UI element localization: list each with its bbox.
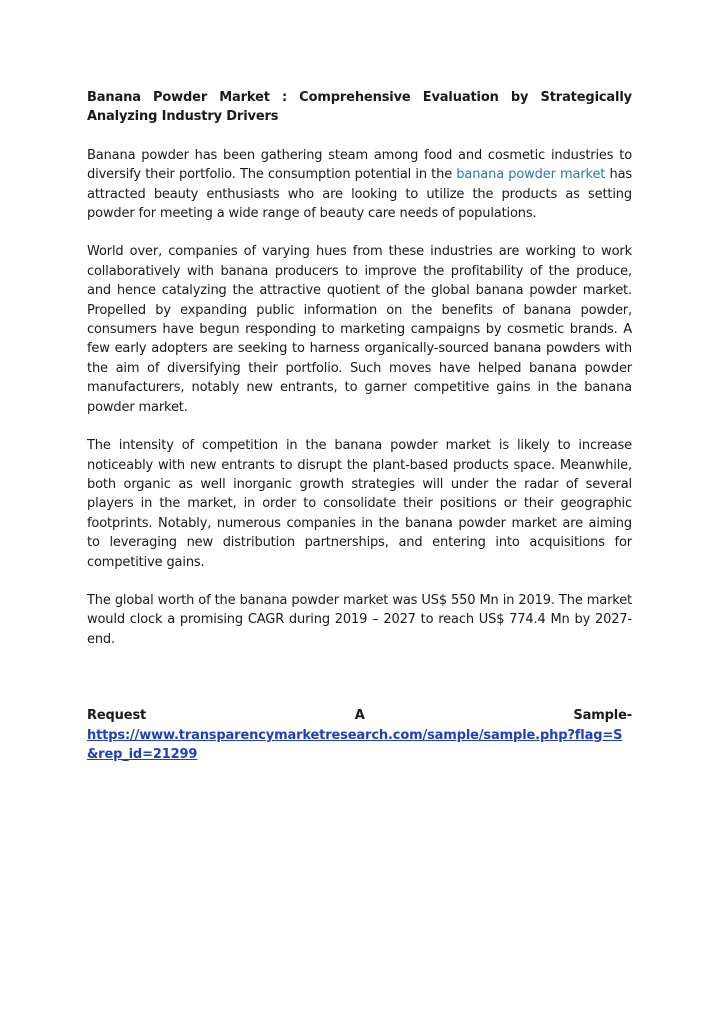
paragraph-competition: The intensity of competition in the banana powder market is likely to increase noticeably with new entrants to disrupt the plant-based products space. Meanwhile, both organic as well inorganic growth strategies will under the radar of several players in the market, in order to consolidate their positions or their geographic footprints. Notably, numerous companies in the banana powder market are aiming to leveraging new distribution partnerships, and entering into acquisitions for competitive gains. (87, 438, 632, 570)
document-title: Banana Powder Market : Comprehensive Evaluation by Strategically Analyzing Industry Drivers (87, 90, 632, 125)
paragraph-intro (87, 146, 632, 224)
banana-powder-market-link[interactable]: banana powder market (456, 167, 606, 183)
request-sample-word: Sample- (573, 708, 632, 724)
document-body (87, 88, 632, 764)
request-a-word: A (354, 708, 365, 724)
request-sample-line (87, 706, 632, 725)
paragraph-market-worth: The global worth of the banana powder market was US$ 550 Mn in 2019. The market would clock a promising CAGR during 2019 – 2027 to reach US$ 774.4 Mn by 2027-end. (87, 592, 632, 647)
paragraph-intro-text-before: Banana powder has been gathering steam among food and cosmetic industries to diversify their portfolio. The consumption potential in the (87, 147, 632, 183)
paragraph-intro-text-after: has attracted beauty enthusiasts who are looking to utilize the products as setting powder for meeting a wide range of beauty care needs of populations. (87, 167, 633, 222)
request-sample-url-link[interactable]: https://www.transparencymarketresearch.com/sample/sample.php?flag=S&rep_id=21299 (87, 727, 623, 762)
request-word: Request (87, 708, 147, 724)
paragraph-companies: World over, companies of varying hues from these industries are working to work collaboratively with banana producers to improve the profitability of the produce, and hence catalyzing the attractive quotient of the global banana powder market. Propelled by expanding public information on the benefits of banana powder, consumers have begun responding to marketing campaigns by cosmetic brands. A few early adopters are seeking to harness organically-sourced banana powders with the aim of diversifying their portfolio. Such moves have helped banana powder manufacturers, notably new entrants, to garner competitive gains in the banana powder market. (87, 244, 632, 415)
